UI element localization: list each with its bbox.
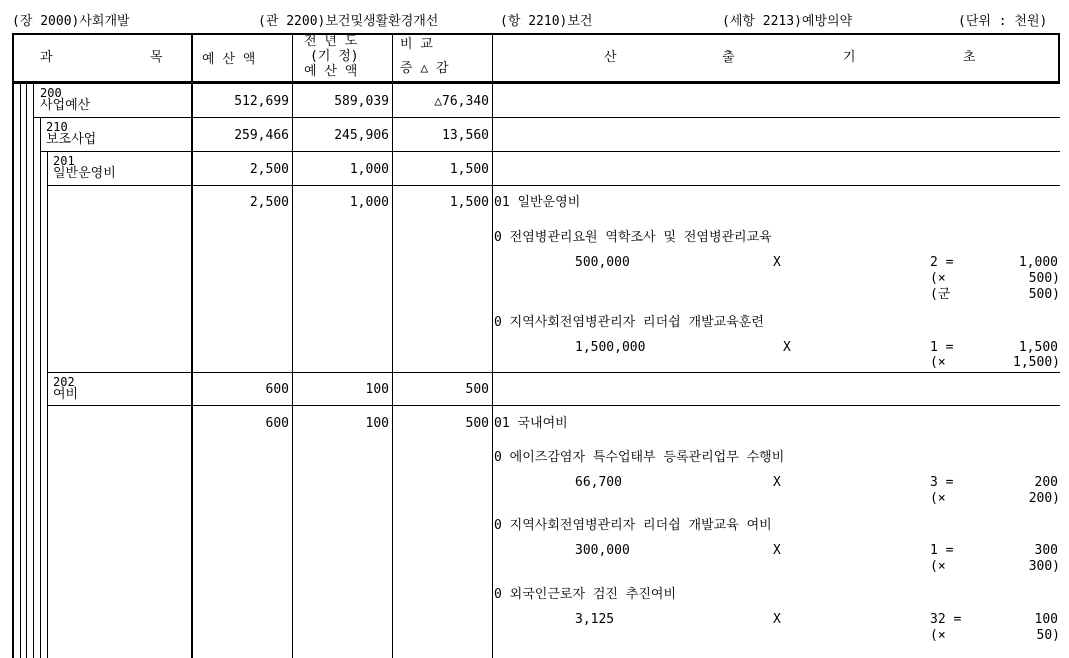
tree-line-5 bbox=[40, 118, 41, 658]
basis202-item3-mult1: (× bbox=[930, 628, 946, 643]
basis202-item3-amount: 100 bbox=[1034, 612, 1058, 627]
basis201-item2-mult1: (× bbox=[930, 355, 946, 370]
basis201-item1-mult1-value: 500) bbox=[1028, 271, 1060, 286]
tree-line-4 bbox=[33, 84, 34, 658]
header-bigyo-1: 비 교 bbox=[400, 37, 433, 52]
basis201-item1-amount: 1,000 bbox=[1018, 255, 1058, 270]
basis201-item2-amount: 1,500 bbox=[1018, 340, 1058, 355]
tree-line-2 bbox=[20, 84, 21, 658]
basis202-item2-amount: 300 bbox=[1034, 543, 1058, 558]
row201-prev: 1,000 bbox=[349, 162, 389, 177]
basis202-item2-label: 0 지역사회전염병관리자 리더쉽 개발교육 여비 bbox=[494, 518, 772, 533]
basis202-item2-mult1-value: 300) bbox=[1028, 559, 1060, 574]
header-san: 산 bbox=[604, 50, 617, 65]
row210-diff: 13,560 bbox=[442, 128, 489, 143]
tree-line-1 bbox=[12, 84, 14, 658]
basis201-item1-label: 0 전염병관리요원 역학조사 및 전염병관리교육 bbox=[494, 230, 772, 245]
header-prev-2: (기 정) bbox=[310, 49, 359, 64]
basis201-item1-mult2: (군 bbox=[930, 287, 951, 302]
basis202-item3-label: 0 외국인근로자 검진 추진여비 bbox=[494, 587, 677, 602]
row210-budget: 259,466 bbox=[234, 128, 289, 143]
row-sep-201 bbox=[47, 185, 1060, 186]
hang-label: (항 2210)보건 bbox=[500, 14, 593, 29]
detail201-prev: 1,000 bbox=[349, 195, 389, 210]
row210-code: 210 bbox=[46, 120, 68, 134]
tree-line-3 bbox=[26, 84, 27, 658]
basis202-title: 01 국내여비 bbox=[494, 416, 568, 431]
basis202-item2-eq: 1 = bbox=[930, 543, 954, 558]
header-yesan: 예 산 액 bbox=[202, 52, 256, 67]
row202-budget: 600 bbox=[265, 382, 289, 397]
basis201-item1-eq: 2 = bbox=[930, 255, 954, 270]
basis202-item3-eq: 32 = bbox=[930, 612, 962, 627]
row201-name: 일반운영비 bbox=[53, 166, 116, 181]
basis202-item3-unit: 3,125 bbox=[575, 612, 615, 627]
header-cho: 초 bbox=[963, 50, 976, 65]
basis201-item1-mult2-value: 500) bbox=[1028, 287, 1060, 302]
detail202-diff: 500 bbox=[465, 416, 489, 431]
basis201-item2-label: 0 지역사회전염병관리자 리더쉽 개발교육훈련 bbox=[494, 315, 764, 330]
row201-diff: 1,500 bbox=[449, 162, 489, 177]
row210-name: 보조사업 bbox=[46, 132, 97, 147]
basis202-item1-mult1: (× bbox=[930, 491, 946, 506]
row202-code: 202 bbox=[53, 375, 75, 389]
basis202-item1-amount: 200 bbox=[1034, 475, 1058, 490]
jang-label: (장 2000)사회개발 bbox=[12, 14, 130, 29]
basis201-item1-unit: 500,000 bbox=[575, 255, 630, 270]
basis201-item1-x: X bbox=[773, 255, 781, 270]
header-bigyo-2: 증 △ 감 bbox=[400, 61, 449, 76]
row-sep-200 bbox=[33, 117, 1060, 118]
basis201-item2-unit: 1,500,000 bbox=[575, 340, 646, 355]
header-gi: 기 bbox=[843, 50, 856, 65]
col-divider-gwamok bbox=[191, 33, 193, 658]
row-sep-202 bbox=[47, 405, 1060, 406]
row200-prev: 589,039 bbox=[334, 94, 389, 109]
basis201-item2-mult1-value: 1,500) bbox=[1013, 355, 1060, 370]
row-sep-201-detail bbox=[47, 372, 1060, 373]
header-bottom-border bbox=[12, 81, 1060, 84]
detail201-diff: 1,500 bbox=[449, 195, 489, 210]
row202-name: 여비 bbox=[53, 387, 79, 402]
header-left-border bbox=[12, 33, 14, 83]
unit-label: (단위 : 천원) bbox=[958, 14, 1048, 29]
basis202-item1-x: X bbox=[773, 475, 781, 490]
row202-diff: 500 bbox=[465, 382, 489, 397]
gwan-label: (관 2200)보건및생활환경개선 bbox=[258, 14, 439, 29]
row200-code: 200 bbox=[40, 86, 62, 100]
header-chul: 출 bbox=[722, 50, 735, 65]
basis202-item1-mult1-value: 200) bbox=[1028, 491, 1060, 506]
header-right-border bbox=[1058, 33, 1060, 83]
col-divider-prev bbox=[392, 33, 393, 658]
header-gwamok-1: 과 bbox=[40, 50, 53, 65]
header-gwamok-2: 목 bbox=[150, 50, 163, 65]
sehang-label: (세항 2213)예방의약 bbox=[722, 14, 853, 29]
basis202-item1-label: 0 에이즈감염자 특수업태부 등록관리업무 수행비 bbox=[494, 450, 785, 465]
basis202-item3-mult1-value: 50) bbox=[1036, 628, 1060, 643]
row202-prev: 100 bbox=[365, 382, 389, 397]
basis202-item2-mult1: (× bbox=[930, 559, 946, 574]
basis202-item3-x: X bbox=[773, 612, 781, 627]
detail202-budget: 600 bbox=[265, 416, 289, 431]
table-top-border bbox=[12, 33, 1060, 35]
detail201-budget: 2,500 bbox=[249, 195, 289, 210]
row210-prev: 245,906 bbox=[334, 128, 389, 143]
basis202-item2-x: X bbox=[773, 543, 781, 558]
basis201-item2-x: X bbox=[783, 340, 791, 355]
detail202-prev: 100 bbox=[365, 416, 389, 431]
row201-budget: 2,500 bbox=[249, 162, 289, 177]
header-prev-1: 전 년 도 bbox=[304, 34, 358, 49]
basis201-item2-eq: 1 = bbox=[930, 340, 954, 355]
col-divider-yesan bbox=[292, 33, 293, 658]
basis202-item1-eq: 3 = bbox=[930, 475, 954, 490]
row-sep-210 bbox=[40, 151, 1060, 152]
row200-budget: 512,699 bbox=[234, 94, 289, 109]
basis202-item2-unit: 300,000 bbox=[575, 543, 630, 558]
row200-diff: △76,340 bbox=[434, 94, 489, 109]
row200-name: 사업예산 bbox=[40, 98, 91, 113]
basis201-title: 01 일반운영비 bbox=[494, 195, 581, 210]
basis202-item1-unit: 66,700 bbox=[575, 475, 622, 490]
row201-code: 201 bbox=[53, 154, 75, 168]
col-divider-bigyo bbox=[492, 33, 493, 658]
header-prev-3: 예 산 액 bbox=[304, 64, 358, 79]
basis201-item1-mult1: (× bbox=[930, 271, 946, 286]
